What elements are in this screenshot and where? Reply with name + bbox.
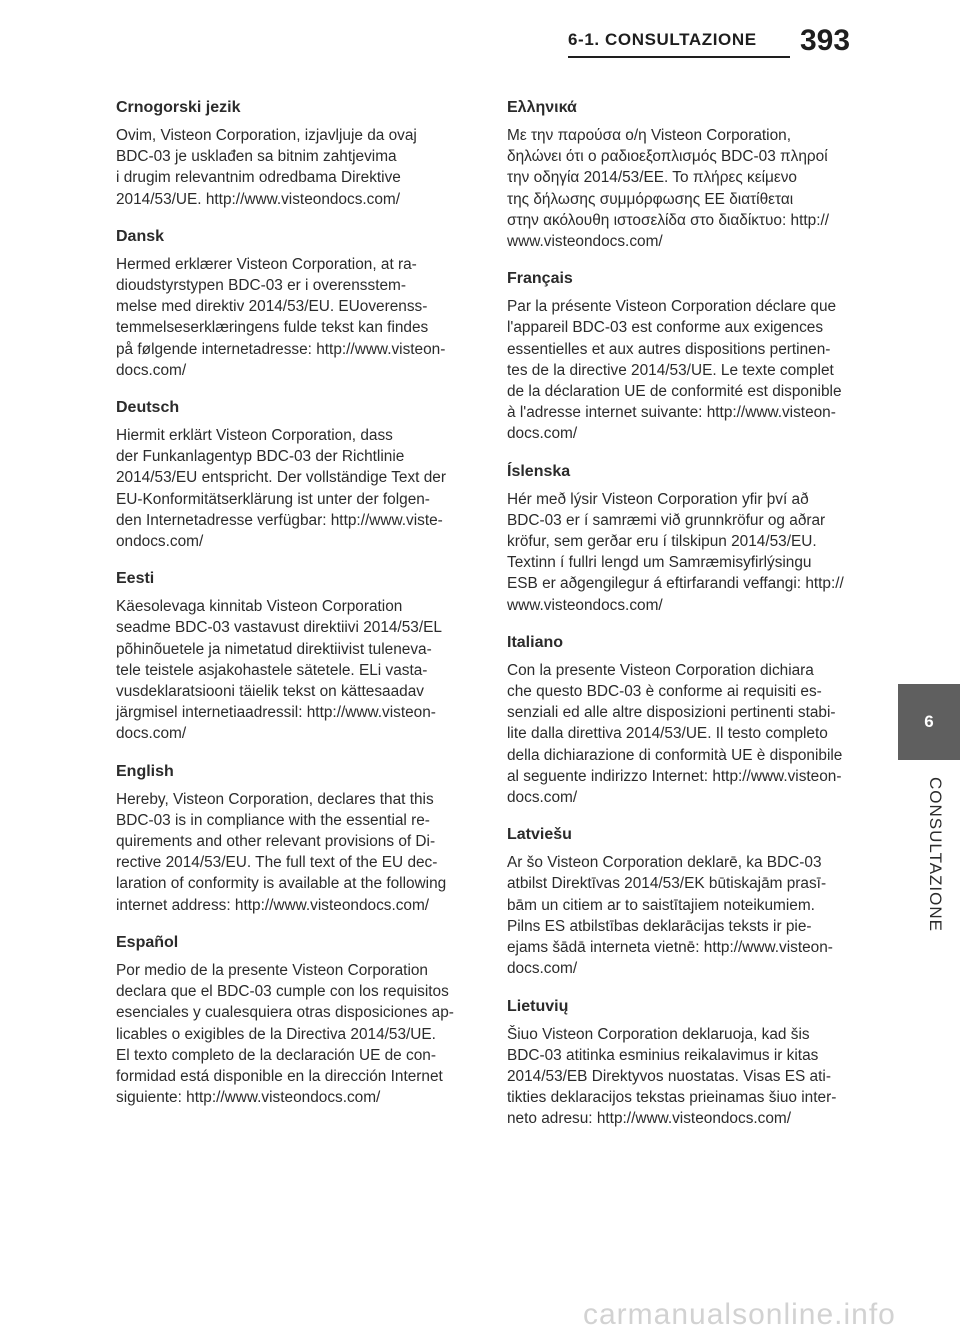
paragraph-line: declara que el BDC-03 cumple con los requisitos (116, 983, 449, 1001)
paragraph-line: EU-Konformitätserklärung ist unter der folgen- (116, 490, 430, 508)
paragraph-line: de la déclaration UE de conformité est disponible (507, 383, 842, 401)
paragraph-line: esenciales y cualesquiera otras disposiciones ap- (116, 1004, 454, 1022)
declaration-paragraph (507, 660, 853, 808)
paragraph-line: põhinõuetele ja nimetatud direktiivist tuleneva- (116, 640, 432, 658)
paragraph-line: ejams šādā interneta vietnē: http://www.visteon- (507, 939, 833, 957)
paragraph-line: Ar šo Visteon Corporation deklarē, ka BDC-03 (507, 854, 822, 872)
paragraph-line: seadme BDC-03 vastavust direktiivi 2014/53/EL (116, 619, 442, 637)
language-section (116, 932, 464, 1108)
declaration-paragraph (507, 852, 853, 979)
paragraph-line: temmelseserklæringens fulde tekst kan findes (116, 319, 429, 337)
paragraph-line: i drugim relevantnim odredbama Direktive (116, 169, 401, 187)
right-column (507, 97, 853, 1146)
declaration-paragraph (116, 789, 464, 916)
paragraph-line: l'appareil BDC-03 est conforme aux exigences (507, 319, 824, 337)
paragraph-line: docs.com/ (507, 425, 578, 443)
paragraph-line: essentielles et aux autres dispositions pertinen- (507, 340, 831, 358)
paragraph-line: atbilst Direktīvas 2014/53/EK būtiskajām prasī- (507, 875, 827, 893)
language-heading: Crnogorski jezik (116, 99, 241, 116)
page-number: 393 (800, 24, 851, 57)
paragraph-line: neto adresu: http://www.visteondocs.com/ (507, 1110, 792, 1128)
paragraph-line: docs.com/ (116, 725, 187, 743)
paragraph-line: Šiuo Visteon Corporation deklaruoja, kad šis (507, 1025, 810, 1043)
paragraph-line: BDC-03 atitinka esminius reikalavimus ir kitas (507, 1046, 819, 1064)
paragraph-line: på følgende internetadresse: http://www.visteon- (116, 340, 446, 358)
language-heading: Íslenska (507, 462, 571, 480)
declaration-paragraph (116, 960, 464, 1108)
paragraph-line: licables o exigibles de la Directiva 2014/53/UE. (116, 1025, 436, 1043)
paragraph-line: BDC-03 er í samræmi við grunnkröfur og aðrar (507, 511, 826, 529)
paragraph-line: laration of conformity is available at the following (116, 875, 447, 893)
paragraph-line: ondocs.com/ (116, 533, 204, 551)
language-heading: Français (507, 270, 573, 288)
paragraph-line: 2014/53/UE. http://www.visteondocs.com/ (116, 190, 401, 208)
paragraph-line: δηλώνει ότι ο ραδιοεξοπλισμός BDC-03 πληροί (507, 148, 828, 166)
paragraph-line: Ovim, Visteon Corporation, izjavljuje da ovaj (116, 127, 417, 144)
paragraph-line: vusdeklaratsiooni täielik tekst on kättesaadav (116, 683, 424, 701)
declaration-paragraph (116, 425, 464, 552)
header-rule (568, 56, 790, 58)
language-section (507, 824, 853, 979)
paragraph-line: BDC-03 is in compliance with the essential re- (116, 811, 430, 829)
declaration-paragraph (116, 125, 464, 210)
paragraph-line: 2014/53/EU entspricht. Der vollständige Text der (116, 469, 446, 487)
watermark: carmanualsonline.info (583, 1298, 896, 1331)
paragraph-line: Käesolevaga kinnitab Visteon Corporation (116, 598, 403, 616)
language-section (507, 996, 853, 1130)
language-section (116, 568, 464, 744)
chapter-tab[interactable] (898, 684, 960, 760)
paragraph-line: Por medio de la presente Visteon Corporation (116, 961, 428, 979)
paragraph-line: bām un citiem ar to saistītajiem noteikumiem. (507, 896, 815, 914)
paragraph-line: kröfur, sem gerðar eru í tilskipun 2014/53/EU. (507, 533, 817, 551)
paragraph-line: Hereby, Visteon Corporation, declares that this (116, 790, 434, 808)
language-section (116, 226, 464, 381)
language-section (116, 397, 464, 552)
paragraph-line: ESB er aðgengilegur á eftirfarandi veffangi: http:// (507, 575, 844, 593)
language-heading: Ελληνικά (507, 99, 577, 116)
language-section (507, 268, 853, 444)
paragraph-line: στην ακόλουθη ιστοσελίδα στο διαδίκτυο: http:// (507, 211, 830, 229)
paragraph-line: della dichiarazione di conformità UE è disponibile (507, 746, 843, 764)
language-heading: Dansk (116, 227, 165, 245)
declaration-paragraph (116, 254, 464, 381)
paragraph-line: El texto completo de la declaración UE de con- (116, 1046, 436, 1064)
paragraph-line: docs.com/ (507, 789, 578, 807)
paragraph-line: BDC-03 je usklađen sa bitnim zahtjevima (116, 148, 397, 166)
paragraph-line: internet address: http://www.visteondocs.com/ (116, 896, 430, 914)
declaration-paragraph (116, 596, 464, 744)
chapter-tab-number: 6 (924, 712, 934, 731)
paragraph-line: melse med direktiv 2014/53/EU. EUoverenss- (116, 298, 428, 316)
paragraph-line: senziali ed alle altre disposizioni pertinenti stabi- (507, 704, 836, 722)
language-section (507, 97, 853, 252)
paragraph-line: Hiermit erklärt Visteon Corporation, dass (116, 427, 393, 445)
paragraph-line: der Funkanlagentyp BDC-03 der Richtlinie (116, 448, 405, 466)
paragraph-line: Hér með lýsir Visteon Corporation yfir því að (507, 490, 809, 508)
paragraph-line: Hermed erklærer Visteon Corporation, at ra- (116, 255, 417, 273)
paragraph-line: järgmisel internetiaadressil: http://www.visteon- (116, 704, 436, 722)
paragraph-line: 2014/53/EB Direktyvos nuostatas. Visas ES ati- (507, 1067, 831, 1085)
paragraph-line: docs.com/ (507, 960, 578, 978)
paragraph-line: Textinn í fullri lengd um Samræmisyfirlýsingu (507, 554, 812, 572)
paragraph-line: της δήλωσης συμμόρφωσης ΕΕ διατίθεται (507, 190, 794, 208)
language-heading: Lietuvių (507, 997, 569, 1015)
language-heading: Italiano (507, 633, 564, 651)
declaration-paragraph (507, 296, 853, 444)
declaration-paragraph (507, 125, 853, 252)
paragraph-line: rective 2014/53/EU. The full text of the EU dec- (116, 854, 438, 872)
paragraph-line: den Internetadresse verfügbar: http://www.viste- (116, 511, 443, 529)
section-title: 6-1. CONSULTAZIONE (568, 30, 757, 49)
declaration-paragraph (507, 1024, 853, 1130)
paragraph-line: siguiente: http://www.visteondocs.com/ (116, 1089, 381, 1107)
language-heading: Latviešu (507, 826, 572, 844)
paragraph-line: Με την παρούσα ο/η Visteon Corporation, (507, 127, 791, 144)
paragraph-line: www.visteondocs.com/ (507, 233, 663, 251)
paragraph-line: docs.com/ (116, 361, 187, 379)
paragraph-line: tes de la directive 2014/53/UE. Le texte complet (507, 361, 834, 379)
language-section (507, 632, 853, 808)
language-heading: Deutsch (116, 399, 180, 417)
paragraph-line: Par la présente Visteon Corporation déclare que (507, 298, 837, 316)
paragraph-line: à l'adresse internet suivante: http://www.visteon- (507, 404, 836, 422)
paragraph-line: dioudstyrstypen BDC-03 er i overensstem- (116, 277, 406, 295)
language-section (507, 461, 853, 616)
left-column (116, 97, 464, 1124)
paragraph-line: Con la presente Visteon Corporation dichiara (507, 661, 814, 679)
paragraph-line: www.visteondocs.com/ (507, 596, 663, 614)
paragraph-line: formidad está disponible en la dirección Internet (116, 1067, 443, 1085)
paragraph-line: Pilns ES atbilstības deklarācijas teksts ir pie- (507, 917, 812, 935)
language-section (116, 97, 464, 210)
paragraph-line: tele teistele asjakohastele sätetele. ELi vasta- (116, 661, 428, 679)
paragraph-line: tikties deklaracijos tekstas prieinamas šiuo inter- (507, 1089, 837, 1107)
language-section (116, 761, 464, 916)
paragraph-line: την οδηγία 2014/53/ΕΕ. Το πλήρες κείμενο (507, 169, 797, 187)
paragraph-line: al seguente indirizzo Internet: http://www.visteon- (507, 767, 842, 785)
paragraph-line: lite dalla direttiva 2014/53/UE. Il testo completo (507, 725, 828, 743)
language-heading: Eesti (116, 570, 155, 588)
language-heading: Español (116, 933, 179, 951)
language-heading: English (116, 762, 174, 780)
paragraph-line: quirements and other relevant provisions of Di- (116, 833, 436, 851)
chapter-tab-label: CONSULTAZIONE (926, 777, 945, 932)
declaration-paragraph (507, 489, 853, 616)
paragraph-line: che questo BDC-03 è conforme ai requisiti es- (507, 683, 822, 701)
